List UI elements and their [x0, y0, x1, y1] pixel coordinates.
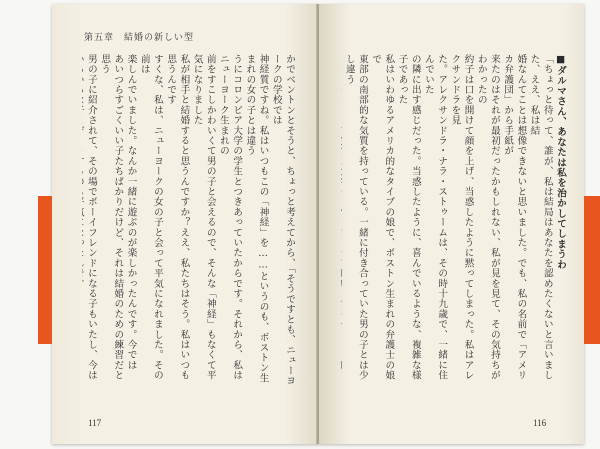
right-page-body: [341, 54, 567, 390]
open-book: [52, 4, 584, 444]
text-line: あいつらすごくいい子たちばかりだけど、それは結婚のための練習だと思う: [99, 54, 124, 381]
text-line: 前をすこしかわいくて男の子と会えるので、そんな「神経」もなくて平気になりました: [191, 54, 216, 381]
text-line: 私が相手と結婚すると思うんですか？ええ、私たちはそう。私はいつも思うんです: [165, 54, 190, 381]
text-line: 婚なんてことは想像できないと思いました。でも、私の名前で「アメリカ弁護団」から手紙が: [502, 54, 527, 381]
text-line: [341, 54, 343, 390]
right-page: [319, 4, 584, 444]
red-bookmark-edge-left: [38, 196, 52, 344]
text-line: た。アレクサンドラ・ナラ・ストゥームは、その時十九歳で、一緒に住んでいた: [422, 54, 448, 381]
text-line: すくな、私は、ニューヨークの女の子と会って平気になれました。その前は: [138, 54, 163, 381]
text-line: 東部の南部的な気質を持っている。一緒に付き合っていた男の子とは少し違う: [343, 54, 368, 381]
page-number-right: 116: [533, 418, 547, 428]
text-line: 楽しんでいました。なんか一緒に遊ぶのが楽しかったんです。今では: [125, 54, 137, 371]
text-line: ■ダルマさん、あなたは私を治かしてしまうわ: [555, 54, 566, 270]
text-line: かでベントンとそうと、ちょっと考えてから、「そうですとも、ニューヨークの学校では: [270, 54, 295, 386]
text-line: の隣に出す感じだった。当惑したように、喜んでいるような、複雑な様子であった: [396, 54, 421, 381]
text-line: うにコロンビア大学の学生とつきあっていたからです。それから、私はニューヨーク生まれの: [217, 54, 243, 381]
page-number-left: 117: [88, 418, 102, 428]
text-line: 来たのはそれが最初だったかもしれない、私が見を見て、その気持ちがわかったの: [475, 54, 500, 381]
text-line: 「ちょっと待って、誰が、私は結局はあなたを認めたくないと言いました、ええ、私は結: [528, 54, 553, 381]
left-page-body: [82, 54, 296, 390]
left-page: [52, 4, 317, 444]
text-line: 神経質ですね。私はいつもこの「神経」を……というのも、ボストン生まれの女の子とは違う: [244, 54, 269, 384]
running-header: 第五章 結婚の新しい型: [84, 33, 195, 43]
text-line: 約子は口を開けて顔を上げ、当惑したように黙ってしまった。私はアレクサンドラを見: [449, 54, 474, 381]
red-cover-edge-right: [584, 196, 600, 344]
text-line: 私はいわゆるアメリカ的なタイプの娘で、ボストン生まれの弁護士の娘で: [370, 54, 395, 381]
text-line: 男の子に紹介されて、その場でボーイフレンドになる子もいたし、今は: [85, 54, 97, 381]
